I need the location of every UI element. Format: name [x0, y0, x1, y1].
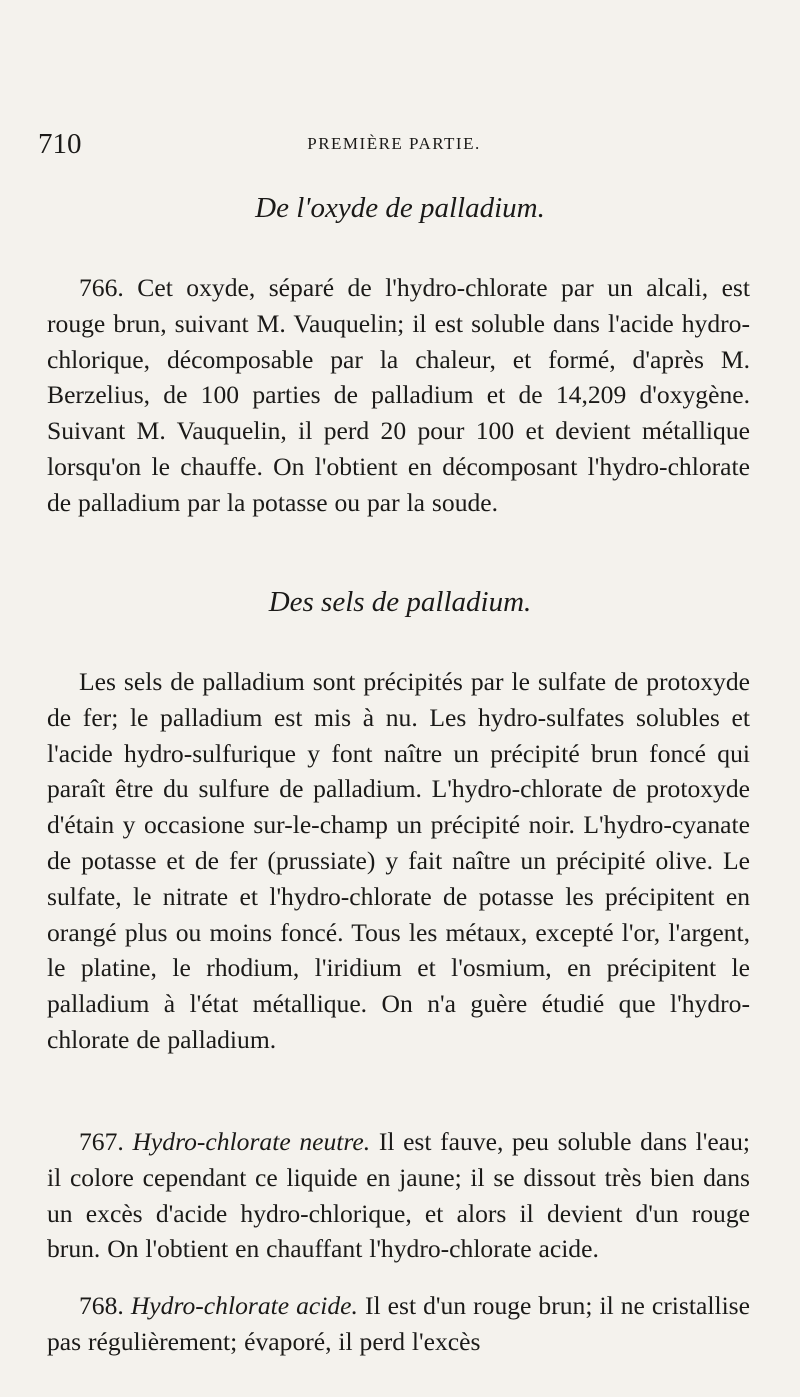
paragraph-sels-intro — [47, 664, 750, 1058]
paragraph-768 — [47, 1288, 750, 1360]
paragraph-text: Les sels de palladium sont précipités par le sulfate de protoxyde de fer; le palladium est mis à nu. Les hydro-sulfates solubles et l'acide hydro-sulfurique y font naître un précipité brun foncé qui paraît être du sulfure de palladium. L'hydro-chlorate de protoxyde d'étain y occasione sur-le-champ un précipité noir. L'hydro-cyanate de potasse et de fer (prussiate) y fait naître un précipité olive. Le sulfate, le nitrate et l'hydro-chlorate de potasse les précipitent en orangé plus ou moins foncé. Tous les métaux, excepté l'or, l'argent, le platine, le rhodium, l'iridium et l'osmium, en précipitent le palladium à l'état métallique. On n'a guère étudié que l'hydro-chlorate de palladium. — [47, 667, 750, 1054]
paragraph-text: Il est fauve, peu soluble dans l'eau; il colore cependant ce liquide en jaune; il se dissout très bien dans un excès d'acide hydro-chlorique, et alors il devient d'un rouge brun. On l'obtient en chauffant l'hydro-chlorate acide. — [47, 1127, 751, 1264]
paragraph-text: Cet oxyde, séparé de l'hydro-chlorate par un alcali, est rouge brun, suivant M. Vauquelin; il est soluble dans l'acide hydro-chlorique, décomposable par la chaleur, et formé, d'après M. Berzelius, de 100 parties de palladium et de 14,209 d'oxygène. Suivant M. Vauquelin, il perd 20 pour 100 et devient métallique lorsqu'on le chauffe. On l'obtient en décomposant l'hydro-chlorate de palladium par la potasse ou par la soude. — [47, 273, 750, 517]
paragraph-766 — [47, 270, 750, 521]
section-title-sels: Des sels de palladium. — [268, 586, 532, 618]
running-title: PREMIÈRE PARTIE. — [307, 134, 481, 153]
section-title-oxyde: De l'oxyde de palladium. — [255, 192, 545, 224]
paragraph-number: 767. — [79, 1127, 124, 1156]
paragraph-heading: Hydro-chlorate neutre. — [132, 1127, 371, 1156]
paragraph-number: 768. — [79, 1291, 124, 1320]
paragraph-heading: Hydro-chlorate acide. — [130, 1291, 358, 1320]
paragraph-text: Il est d'un rouge brun; il ne cristallise pas régulièrement; évaporé, il perd l'excès — [47, 1291, 750, 1356]
paragraph-767 — [47, 1124, 750, 1267]
paragraph-number: 766. — [79, 273, 124, 302]
page-number: 710 — [38, 128, 82, 160]
running-head — [38, 128, 750, 158]
